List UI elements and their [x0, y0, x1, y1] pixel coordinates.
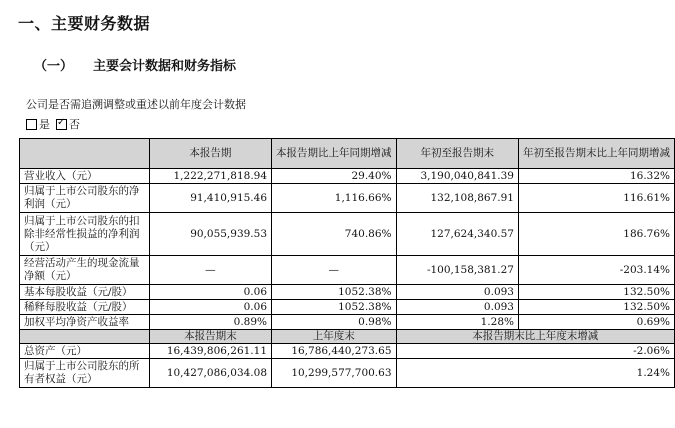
row-label: 归属于上市公司股东的净利润（元） — [20, 184, 150, 213]
checkbox-no-checked[interactable] — [56, 119, 67, 130]
table-row — [20, 344, 675, 359]
cell-value: 132.50% — [518, 300, 674, 315]
cell-value: 0.06 — [149, 285, 271, 300]
cell-value: 1.28% — [396, 315, 518, 330]
option-yes[interactable] — [26, 116, 50, 132]
row-label: 营业收入（元） — [20, 169, 150, 184]
header-prior-year-end: 上年度末 — [272, 330, 397, 344]
row-label: 稀释每股收益（元/股） — [20, 300, 150, 315]
table-row — [20, 359, 675, 388]
cell-value: 0.69% — [518, 315, 674, 330]
header-ytd-change: 年初至报告期末比上年同期增减 — [518, 139, 674, 169]
cell-value: 740.86% — [272, 213, 397, 256]
header-period-end: 本报告期末 — [149, 330, 271, 344]
header-period-end-change: 本报告期末比上年度末增减 — [396, 330, 674, 344]
cell-value: 91,410,915.46 — [149, 184, 271, 213]
cell-value: 90,055,939.53 — [149, 213, 271, 256]
table-row — [20, 315, 675, 330]
table-header-row-2 — [20, 330, 675, 344]
row-label: 总资产（元） — [20, 344, 150, 359]
row-label: 加权平均净资产收益率 — [20, 315, 150, 330]
row-label: 归属于上市公司股东的扣除非经常性损益的净利润（元） — [20, 213, 150, 256]
subsection-title: 主要会计数据和财务指标 — [93, 59, 237, 74]
header-blank — [20, 139, 150, 169]
table-row — [20, 184, 675, 213]
table-row — [20, 169, 675, 184]
cell-value: 1,116.66% — [272, 184, 397, 213]
header2-blank — [20, 330, 150, 344]
header-current-period-change: 本报告期比上年同期增减 — [272, 139, 397, 169]
checkbox-yes[interactable] — [26, 119, 37, 130]
option-no[interactable] — [56, 116, 80, 132]
cell-value: 0.06 — [149, 300, 271, 315]
cell-value: 132.50% — [518, 285, 674, 300]
table-row — [20, 256, 675, 285]
table-row — [20, 285, 675, 300]
cell-value: 3,190,040,841.39 — [396, 169, 518, 184]
financial-data-table — [19, 138, 675, 388]
row-label: 基本每股收益（元/股） — [20, 285, 150, 300]
option-no-label: 否 — [69, 118, 80, 131]
cell-value: — — [149, 256, 271, 285]
section-title: 一、主要财务数据 — [18, 14, 151, 33]
cell-value: 10,299,577,700.63 — [272, 359, 397, 388]
cell-value: 1052.38% — [272, 285, 397, 300]
cell-value: 0.89% — [149, 315, 271, 330]
row-label: 归属于上市公司股东的所有者权益（元） — [20, 359, 150, 388]
header-ytd: 年初至报告期末 — [396, 139, 518, 169]
table-row — [20, 300, 675, 315]
cell-value: 1,222,271,818.94 — [149, 169, 271, 184]
option-yes-label: 是 — [39, 118, 50, 131]
cell-value: -100,158,381.27 — [396, 256, 518, 285]
cell-value: -203.14% — [518, 256, 674, 285]
cell-value: 10,427,086,034.08 — [149, 359, 271, 388]
row-label: 经营活动产生的现金流量净额（元） — [20, 256, 150, 285]
cell-value: 1.24% — [396, 359, 674, 388]
cell-value: -2.06% — [396, 344, 674, 359]
cell-value: — — [272, 256, 397, 285]
restate-question: 公司是否需追溯调整或重述以前年度会计数据 — [26, 98, 246, 111]
cell-value: 0.093 — [396, 285, 518, 300]
table-header-row — [20, 139, 675, 169]
cell-value: 0.98% — [272, 315, 397, 330]
cell-value: 16,786,440,273.65 — [272, 344, 397, 359]
cell-value: 127,624,340.57 — [396, 213, 518, 256]
subsection-number: （一） — [34, 59, 74, 74]
header-current-period: 本报告期 — [149, 139, 271, 169]
cell-value: 16.32% — [518, 169, 674, 184]
cell-value: 132,108,867.91 — [396, 184, 518, 213]
cell-value: 186.76% — [518, 213, 674, 256]
table-row — [20, 213, 675, 256]
subsection-heading — [34, 55, 236, 74]
cell-value: 1052.38% — [272, 300, 397, 315]
cell-value: 29.40% — [272, 169, 397, 184]
restate-options — [26, 116, 86, 132]
cell-value: 0.093 — [396, 300, 518, 315]
cell-value: 16,439,806,261.11 — [149, 344, 271, 359]
cell-value: 116.61% — [518, 184, 674, 213]
